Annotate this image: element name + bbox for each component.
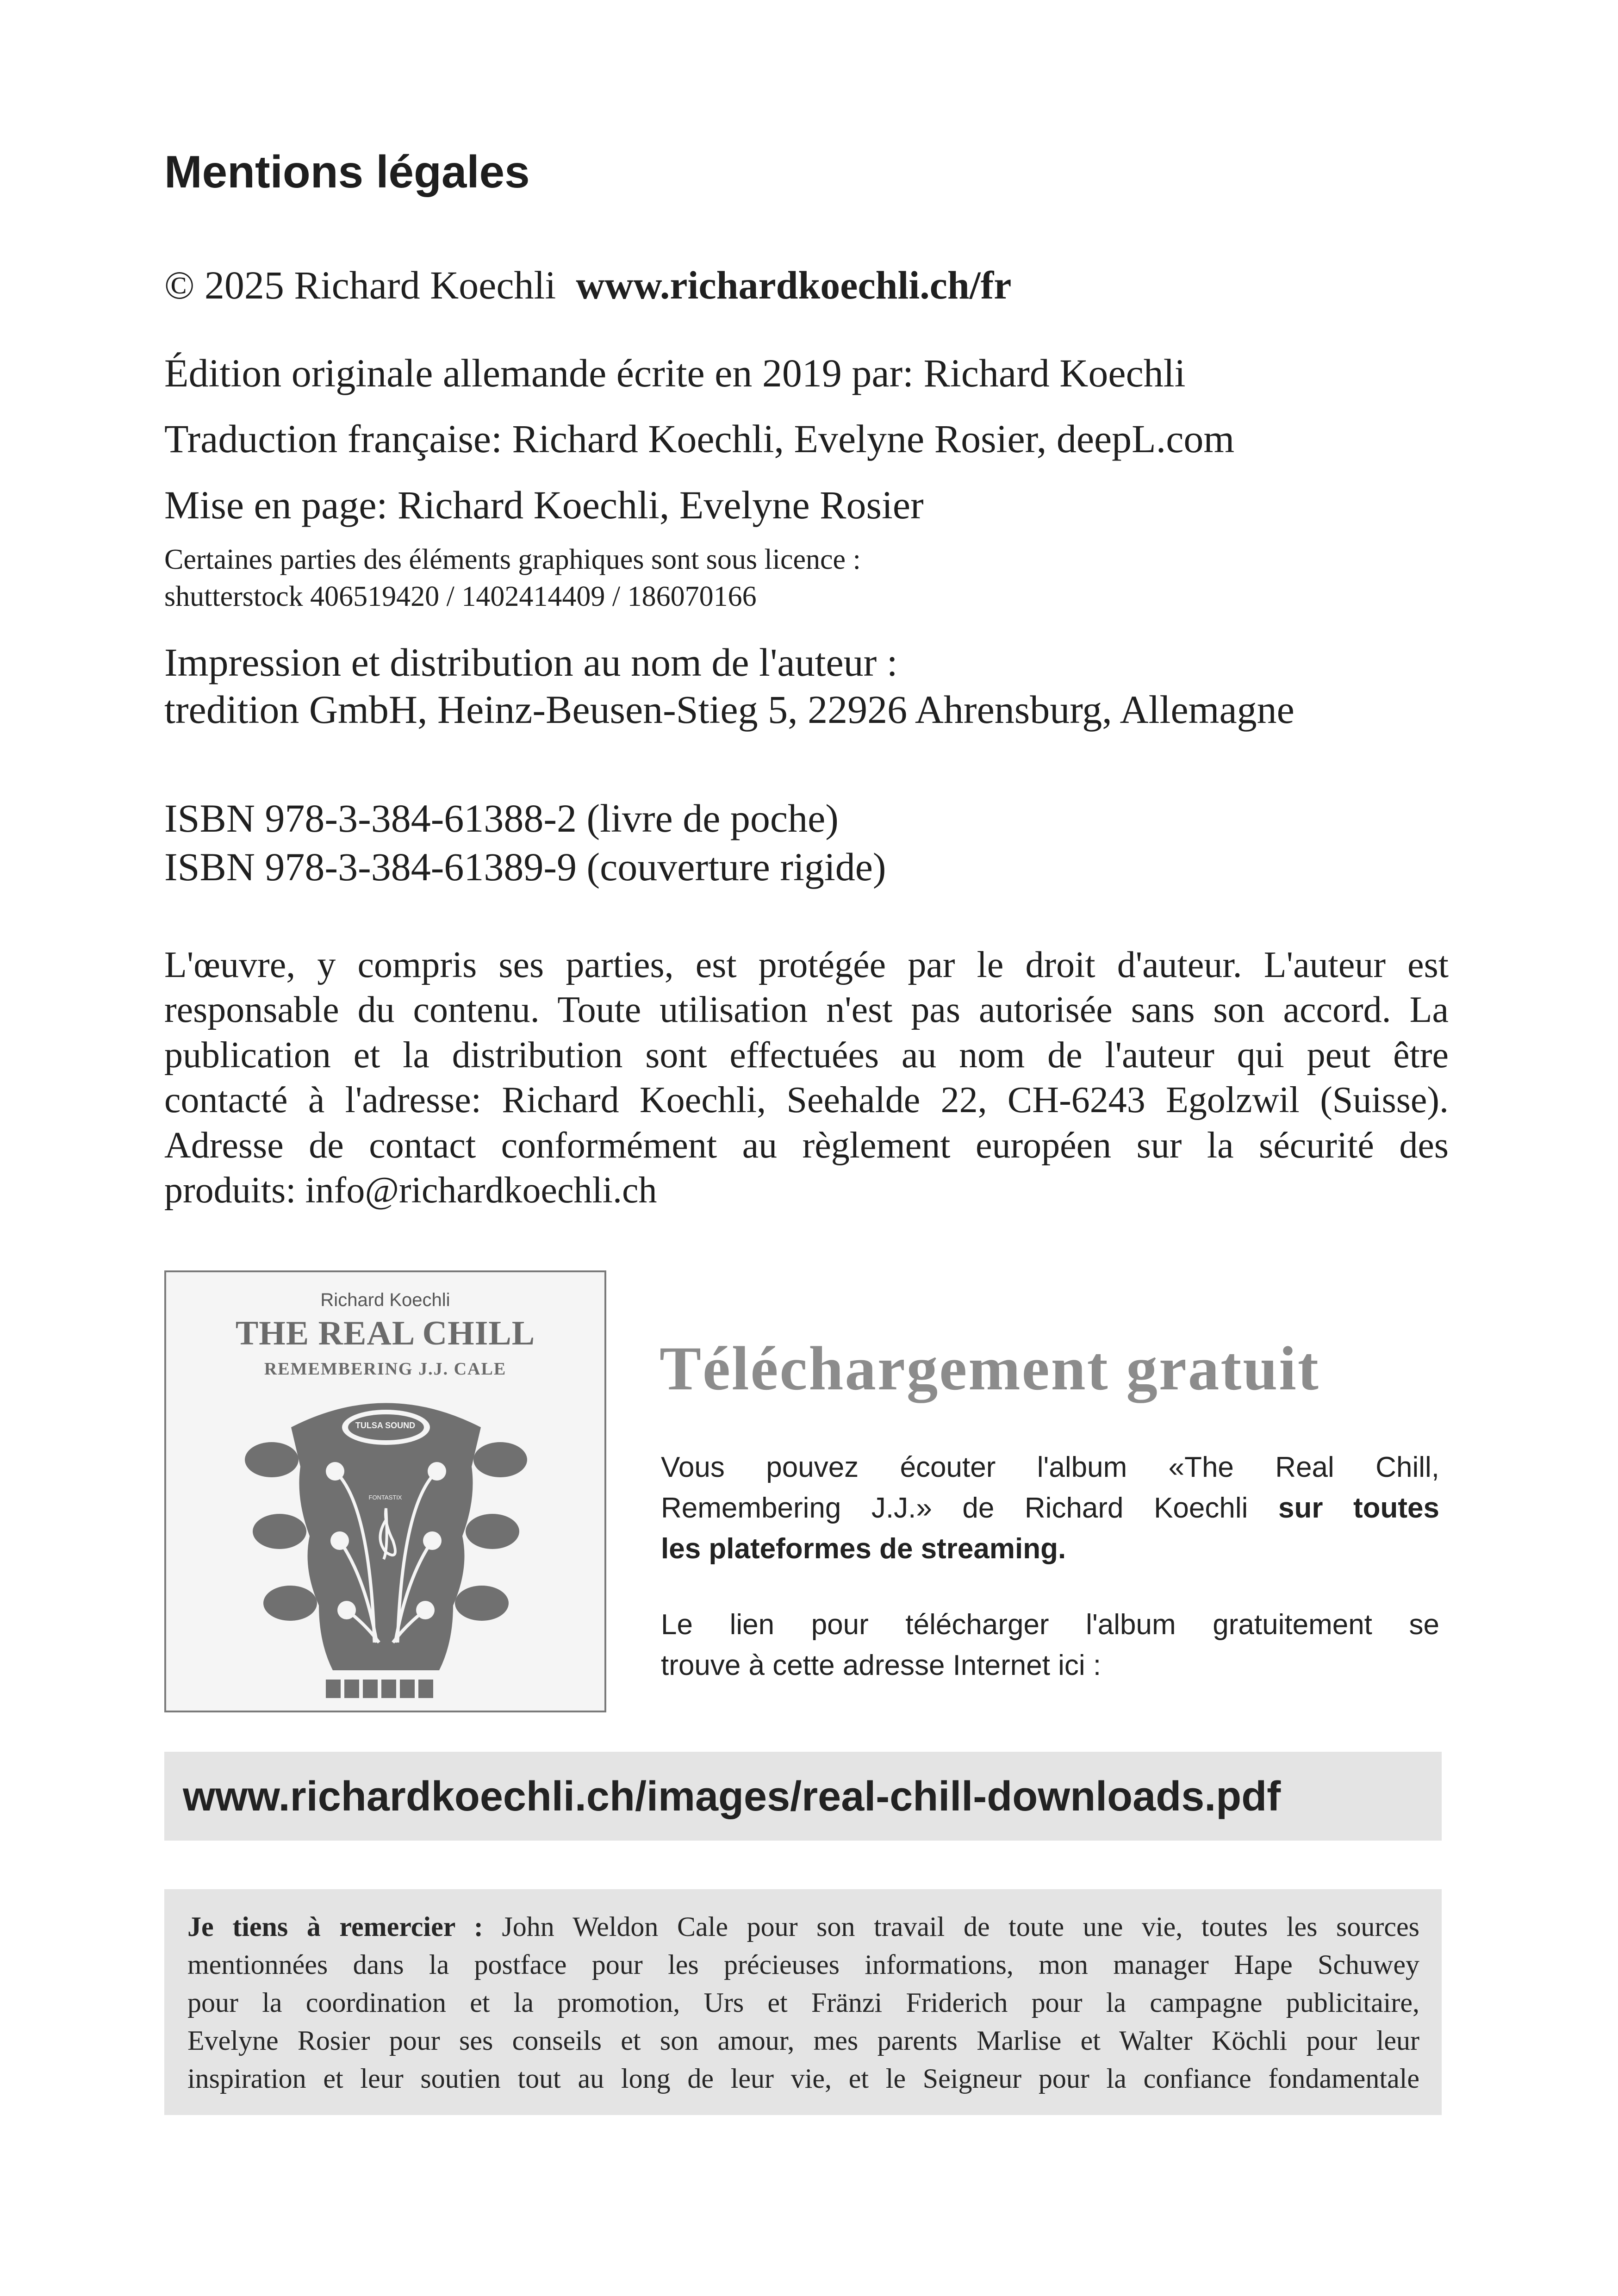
license-note-line: Certaines parties des éléments graphiques sont sous licence : [164, 544, 861, 575]
guitar-headstock-icon [236, 1383, 536, 1703]
download-title: Téléchargement gratuit [660, 1334, 1320, 1403]
page-title: Mentions légales [164, 146, 530, 197]
brand-label: FONTASTIX [368, 1494, 402, 1501]
credit-layout: Mise en page: Richard Koechli, Evelyne Rosier [164, 483, 924, 527]
legal-paragraph-line: contacté à l'adresse: Richard Koechli, Seehalde 22, CH-6243 Egolzwil (Suisse). [164, 1080, 1449, 1120]
legal-paragraph-line: publication et la distribution sont effectuées au nom de l'auteur qui peut être [164, 1035, 1449, 1076]
headstock-label: TULSA SOUND [355, 1421, 416, 1430]
thanks-line: Evelyne Rosier pour ses conseils et son amour, mes parents Marlise et Walter Köchli pour leur [187, 2025, 1419, 2056]
download-text-line [661, 1494, 1439, 1523]
isbn-paperback: ISBN 978-3-384-61388-2 (livre de poche) [164, 796, 839, 840]
printing-address: tredition GmbH, Heinz-Beusen-Stieg 5, 22926 Ahrensburg, Allemagne [164, 687, 1294, 732]
download-text-bold-line: les plateformes de streaming. [661, 1533, 1066, 1565]
thanks-text: John Weldon Cale pour son travail de toute une vie, toutes les sources [483, 1911, 1419, 1942]
legal-paragraph-line: L'œuvre, y compris ses parties, est protégée par le droit d'auteur. L'auteur est [164, 945, 1449, 985]
album-cover [164, 1270, 606, 1712]
website-link[interactable]: www.richardkoechli.ch/fr [576, 263, 1012, 307]
cover-subtitle: REMEMBERING J.J. CALE [264, 1359, 507, 1379]
cover-title: THE REAL CHILL [235, 1314, 535, 1352]
download-link-intro: trouve à cette adresse Internet ici : [661, 1649, 1101, 1681]
download-link-intro: Le lien pour télécharger l'album gratuitement se [661, 1609, 1439, 1641]
legal-paragraph-line: produits: info@richardkoechli.ch [164, 1170, 657, 1211]
download-text-bold: sur toutes [1278, 1492, 1439, 1524]
thanks-label: Je tiens à remercier : [187, 1911, 483, 1942]
thanks-line: pour la coordination et la promotion, Urs et Fränzi Friderich pour la campagne publicitaire, [187, 1987, 1419, 2018]
credit-original-edition: Édition originale allemande écrite en 2019 par: Richard Koechli [164, 351, 1186, 395]
download-url-link[interactable]: www.richardkoechli.ch/images/real-chill-downloads.pdf [183, 1773, 1281, 1820]
download-url-band [164, 1752, 1442, 1841]
legal-paragraph-line: Adresse de contact conformément au règlement européen sur la sécurité des [164, 1125, 1449, 1166]
copyright-line [164, 265, 1011, 305]
cover-artist: Richard Koechli [320, 1290, 450, 1310]
download-text-normal: Remembering J.J.» de Richard Koechli [661, 1492, 1278, 1524]
legal-paragraph-line: responsable du contenu. Toute utilisation n'est pas autorisée sans son accord. La [164, 989, 1449, 1030]
printing-line: Impression et distribution au nom de l'auteur : [164, 640, 898, 684]
thanks-line [187, 1913, 1419, 1941]
license-note-ids: shutterstock 406519420 / 1402414409 / 186070166 [164, 581, 757, 612]
credit-translation: Traduction française: Richard Koechli, Evelyne Rosier, deepL.com [164, 417, 1235, 461]
download-text-line: Vous pouvez écouter l'album «The Real Chill, [661, 1451, 1439, 1483]
copyright-text: © 2025 Richard Koechli [164, 263, 556, 307]
thanks-line: inspiration et leur soutien tout au long de leur vie, et le Seigneur pour la confiance fondamentale [187, 2063, 1419, 2094]
isbn-hardcover: ISBN 978-3-384-61389-9 (couverture rigide) [164, 845, 886, 889]
thanks-line: mentionnées dans la postface pour les précieuses informations, mon manager Hape Schuwey [187, 1949, 1419, 1980]
